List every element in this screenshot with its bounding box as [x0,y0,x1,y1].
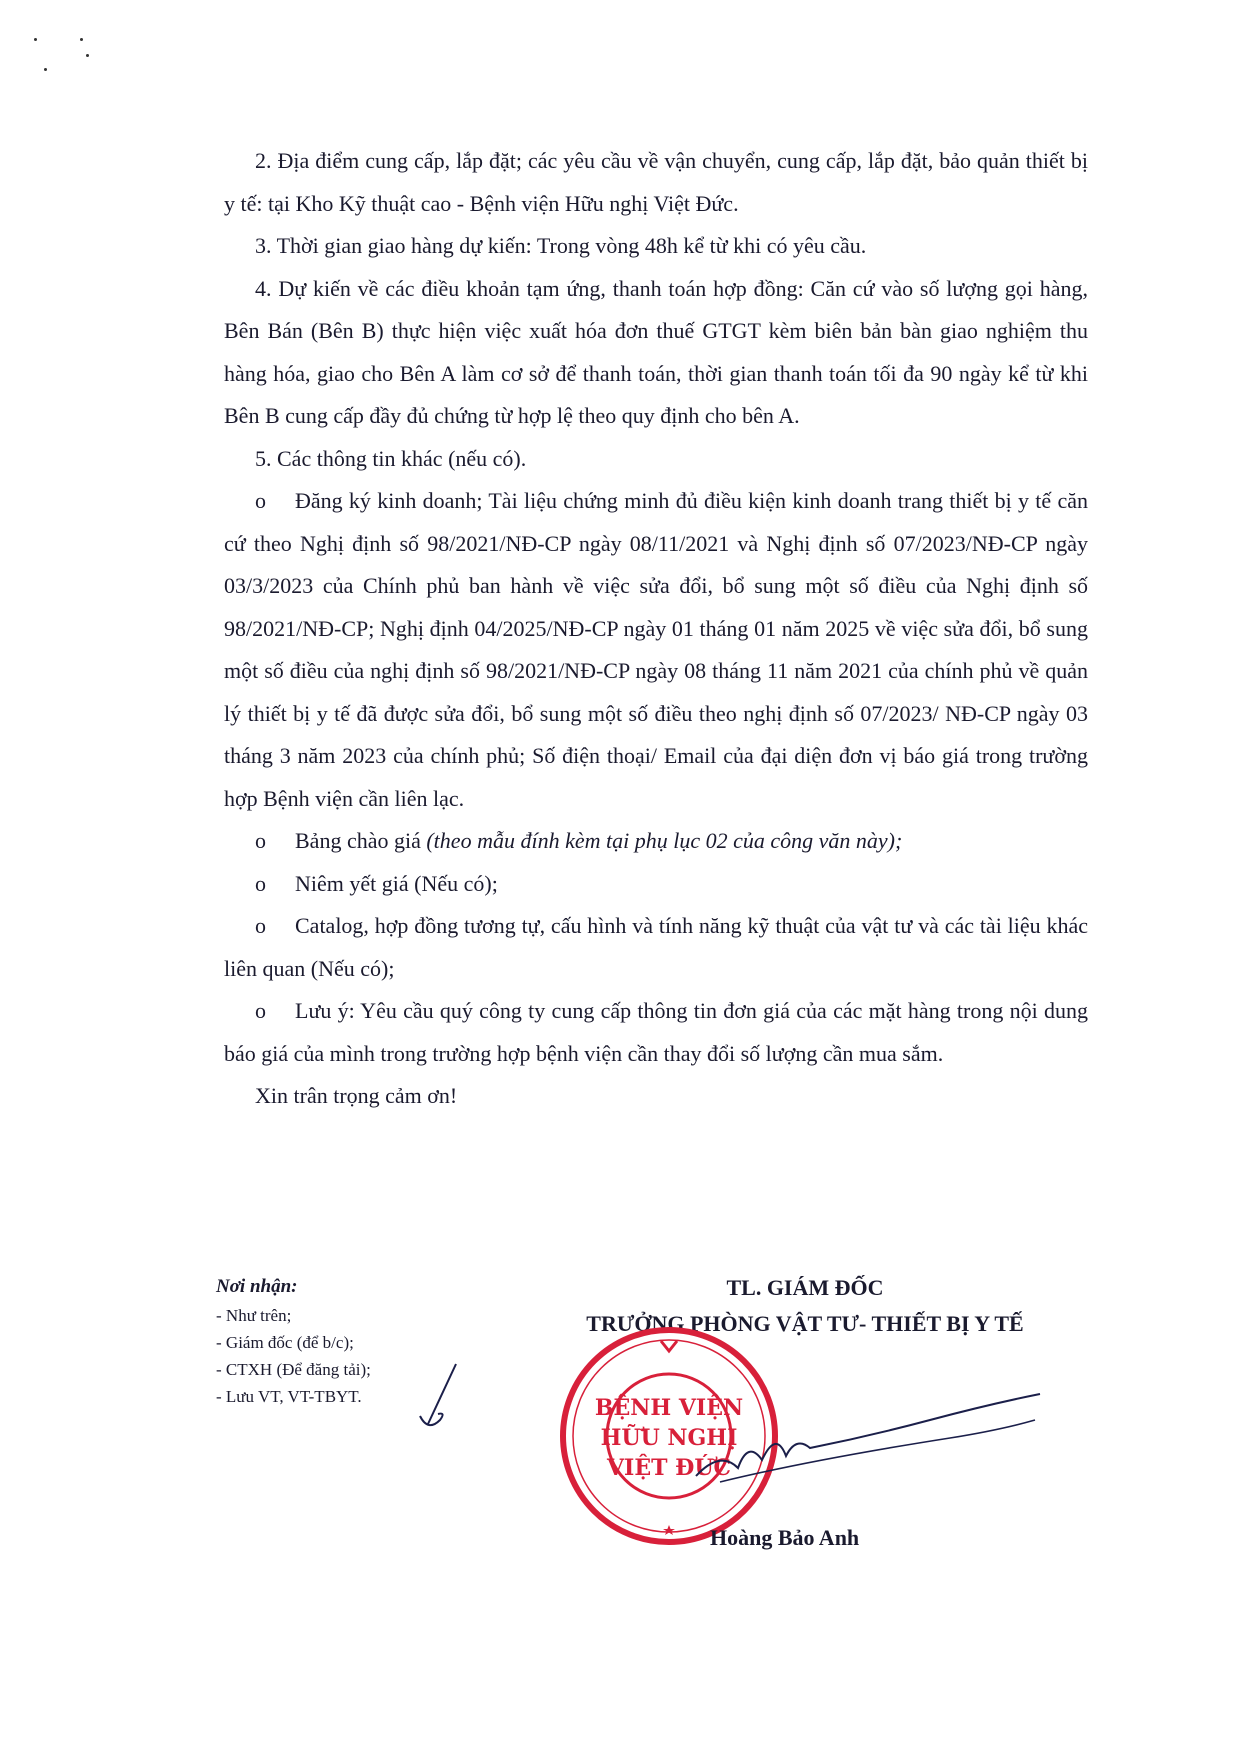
recipients-block [216,1272,516,1410]
recipient-item: - CTXH (Để đăng tải); [216,1360,371,1379]
bullet-text: Catalog, hợp đồng tương tự, cấu hình và tính năng kỹ thuật của vật tư và các tài liệu khác liên quan (Nếu có); [224,913,1088,981]
bullet-circle: o [255,913,266,938]
item-3-delivery: 3. Thời gian giao hàng dự kiến: Trong vòng 48h kể từ khi có yêu cầu. [255,233,867,258]
stamp-line-3: VIỆT ĐỨC [606,1455,732,1481]
bullet-price-quote [224,820,1088,863]
handwritten-initial [412,1362,468,1432]
document-body [224,140,1088,1118]
recipients-heading: Nơi nhận: [216,1276,298,1297]
scan-speck [44,68,47,71]
handwritten-signature [690,1390,1050,1500]
closing-thanks: Xin trân trọng cảm ơn! [255,1083,458,1108]
bullet-circle: o [255,870,266,896]
scan-speck [34,38,37,41]
item-5-other: 5. Các thông tin khác (nếu có). [255,445,527,471]
scan-speck [86,54,89,57]
bullet-text: Niêm yết giá (Nếu có); [295,870,498,896]
item-4-payment: 4. Dự kiến về các điều khoản tạm ứng, thanh toán hợp đồng: Căn cứ vào số lượng gọi hàng, Bên Bán (Bên B) thực hiện việc xuất hóa đơn thuế GTGT kèm biên bản bàn giao nghiệm thu hàng hóa, giao cho Bên A làm cơ sở để thanh toán, thời gian thanh toán tối đa 90 ngày kể từ khi Bên B cung cấp đầy đủ chứng từ hợp lệ theo quy định cho bên A. [224,275,1088,428]
bullet-text: Đăng ký kinh doanh; Tài liệu chứng minh đủ điều kiện kinh doanh trang thiết bị y tế căn cứ theo Nghị định số 98/2021/NĐ-CP ngày 08/11/2021 và Nghị định số 07/2023/NĐ-CP ngày 03/3/2023 của Chính phủ ban hành về việc sửa đổi, bổ sung một số điều của Nghị định số 98/2021/NĐ-CP; Nghị định 04/2025/NĐ-CP ngày 01 tháng 01 năm 2025 về việc sửa đổi, bổ sung một số điều của nghị định số 98/2021/NĐ-CP ngày 08 tháng 11 năm 2021 của chính phủ về quản lý thiết bị y tế đã được sửa đổi, bổ sung một số điều theo nghị định số 07/2023/ NĐ-CP ngày 03 tháng 3 năm 2023 của chính phủ; Số điện thoại/ Email của đại diện đơn vị báo giá trong trường hợp Bệnh viện cần liên lạc. [224,488,1088,811]
recipient-item: - Lưu VT, VT-TBYT. [216,1387,362,1406]
signer-name: Hoàng Bảo Anh [710,1525,860,1550]
bullet-circle: o [255,828,266,853]
bullet-note [224,990,1088,1075]
recipient-item: - Như trên; [216,1306,292,1325]
bullet-circle: o [255,488,266,513]
bullet-business-registration [224,480,1088,820]
bullet-circle: o [255,998,266,1023]
item-2-location: 2. Địa điểm cung cấp, lắp đặt; các yêu cầu về vận chuyển, cung cấp, lắp đặt, bảo quản thiết bị y tế: tại Kho Kỹ thuật cao - Bệnh viện Hữu nghị Việt Đức. [224,148,1088,216]
signer-department: TRƯỞNG PHÒNG VẬT TƯ- THIẾT BỊ Y TẾ [586,1311,1024,1336]
bullet-text: Bảng chào giá [295,828,427,853]
stamp-line-1: BỆNH VIỆN [594,1395,744,1421]
bullet-text-italic: (theo mẫu đính kèm tại phụ lục 02 của công văn này); [426,828,903,853]
recipient-item: - Giám đốc (để b/c); [216,1333,354,1352]
stamp-line-2: HỮU NGHỊ [600,1425,738,1451]
bullet-listed-price [224,863,1088,906]
bullet-text: Lưu ý: Yêu cầu quý công ty cung cấp thông tin đơn giá của các mặt hàng trong nội dung báo giá của mình trong trường hợp bệnh viện cần thay đổi số lượng cần mua sắm. [224,998,1088,1066]
bullet-catalog [224,905,1088,990]
signer-title: TL. GIÁM ĐỐC [726,1275,884,1300]
scan-speck [80,38,83,41]
